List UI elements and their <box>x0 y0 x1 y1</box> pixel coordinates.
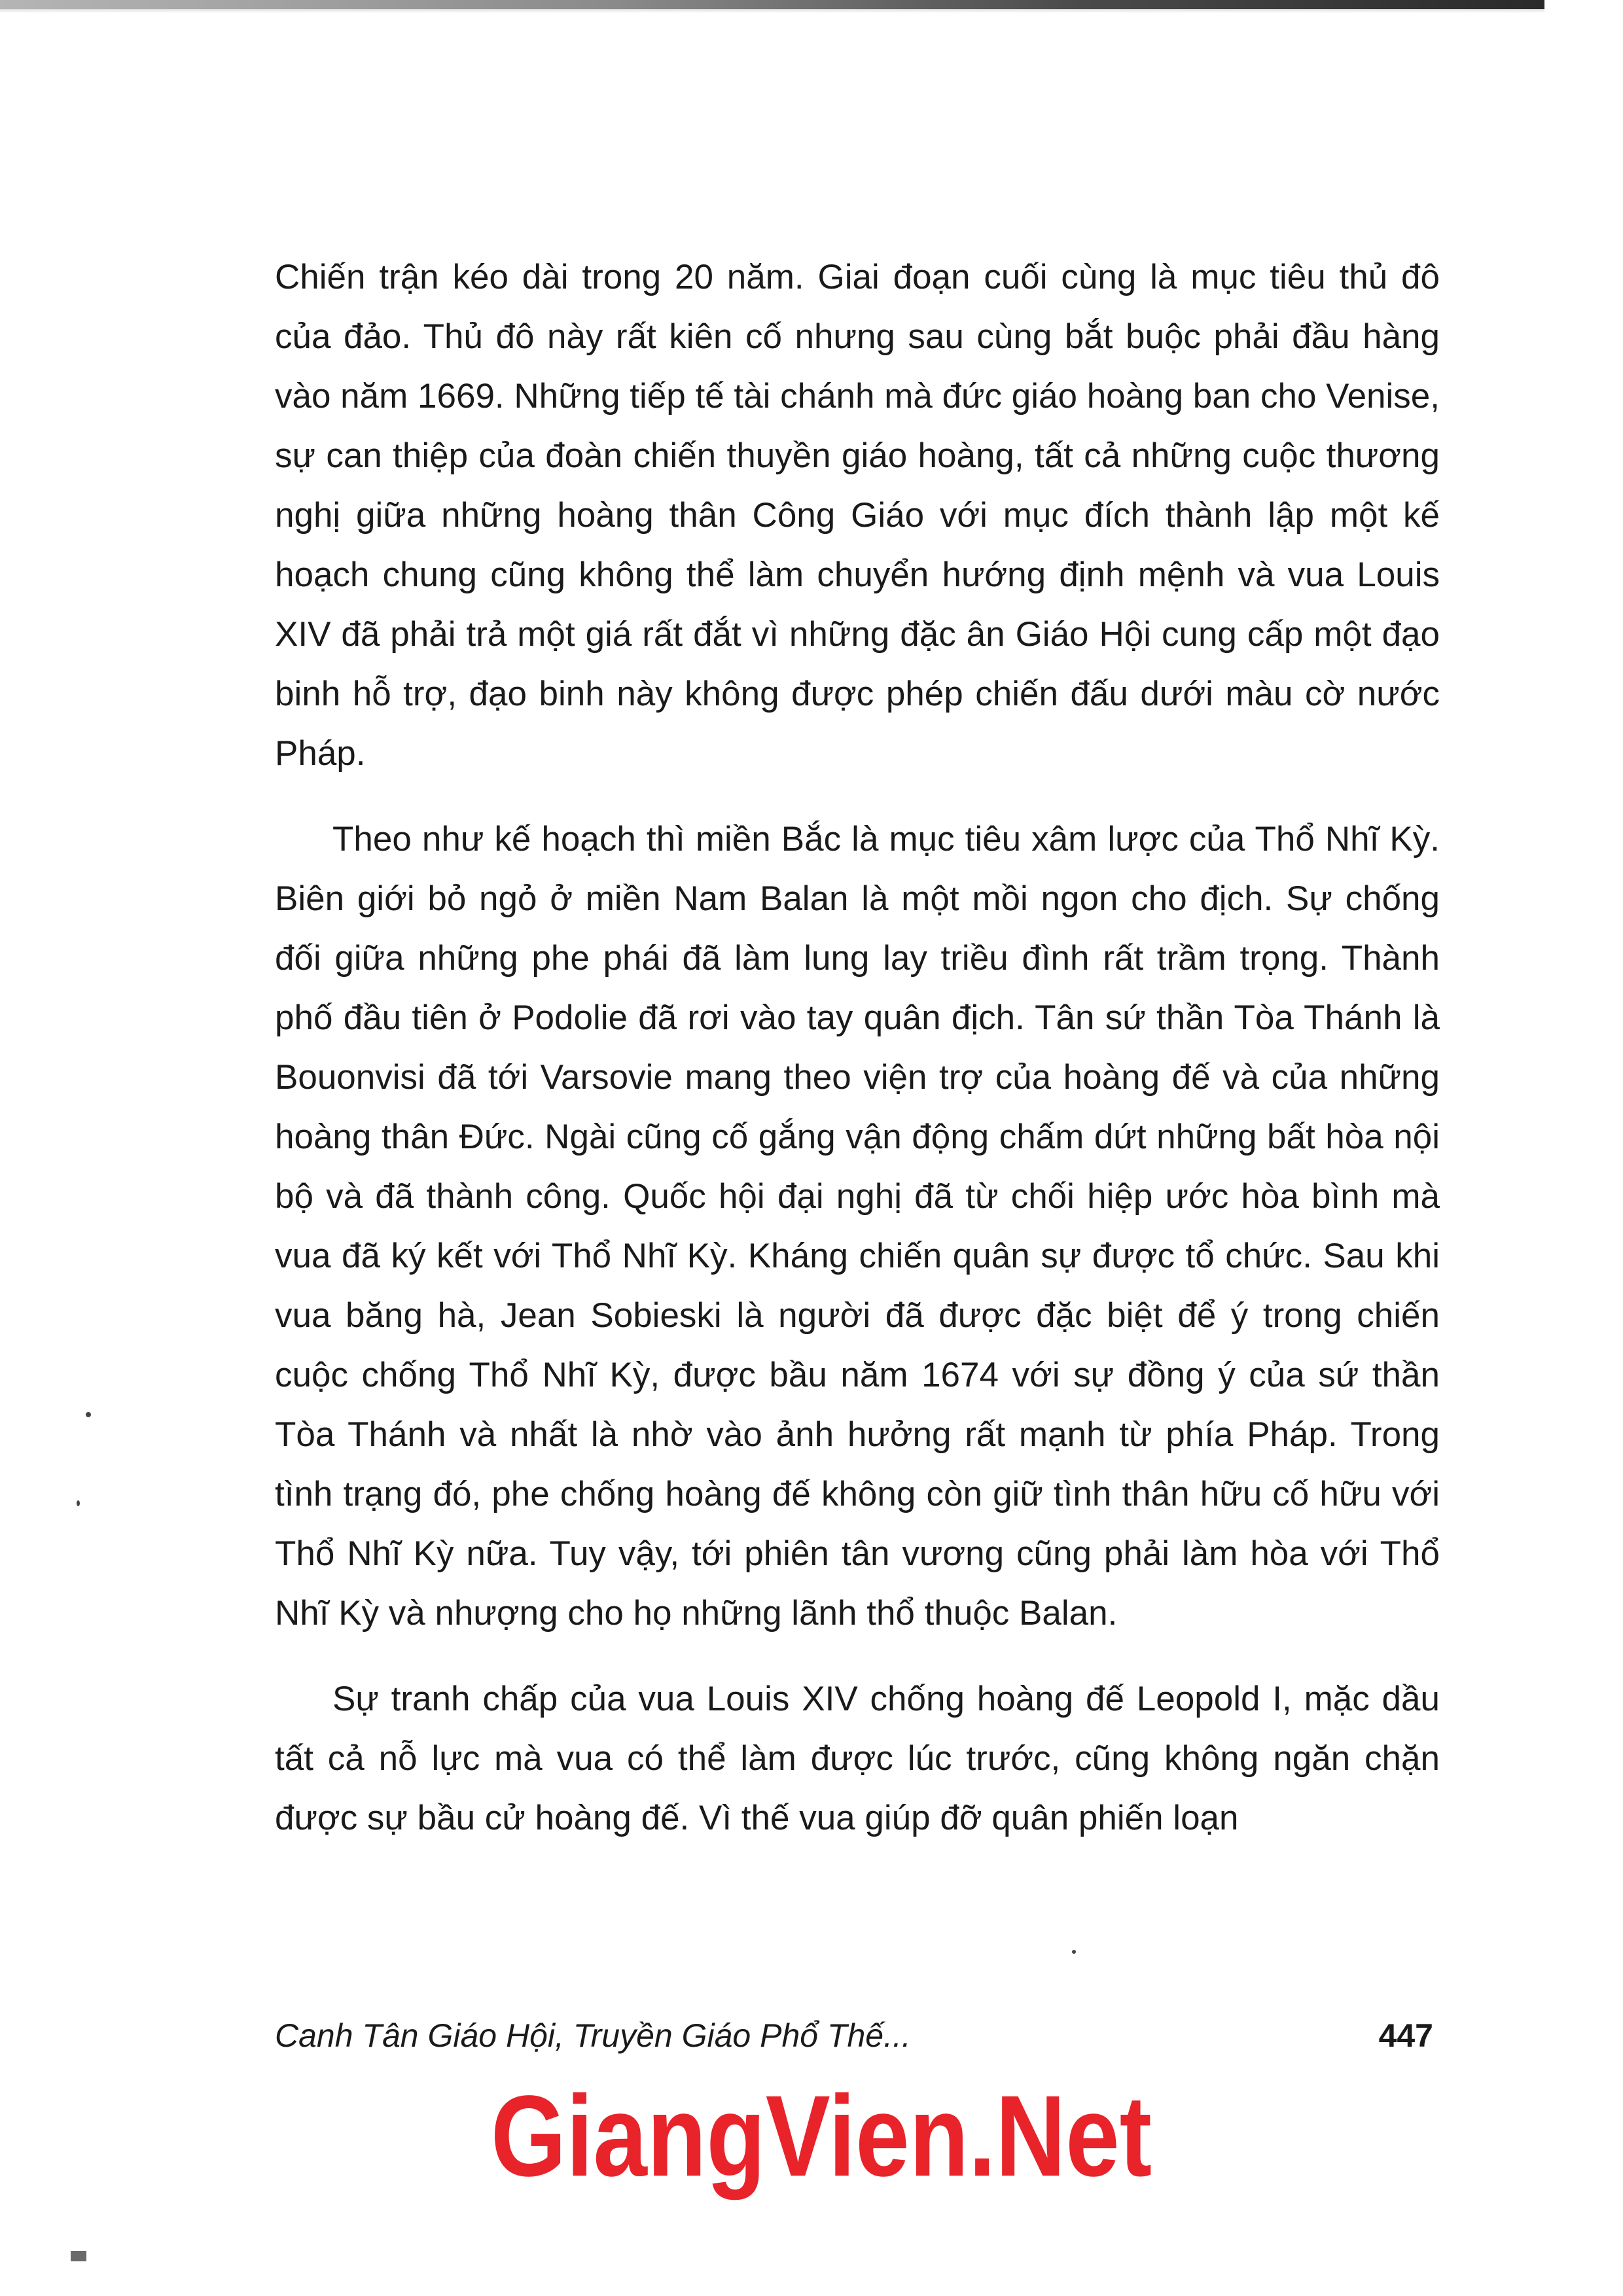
paragraph-3: Sự tranh chấp của vua Louis XIV chống hoàng đế Leopold I, mặc dầu tất cả nỗ lực mà vua có thể làm được lúc trước, cũng không ngăn chặn được sự bầu cử hoàng đế. Vì thế vua giúp đỡ quân phiến loạn <box>275 1680 1440 1837</box>
paragraph-2: Theo như kế hoạch thì miền Bắc là mục tiêu xâm lược của Thổ Nhĩ Kỳ. Biên giới bỏ ngỏ ở miền Nam Balan là một mồi ngon cho địch. Sự chống đối giữa những phe phái đã làm lung lay triều đình rất trầm trọng. Thành phố đầu tiên ở Podolie đã rơi vào tay quân địch. Tân sứ thần Tòa Thánh là Bouonvisi đã tới Varsovie mang theo viện trợ của hoàng đế và của những hoàng thân Đức. Ngài cũng cố gắng vận động chấm dứt những bất hòa nội bộ và đã thành công. Quốc hội đại nghị đã từ chối hiệp ước hòa bình mà vua đã ký kết với Thổ Nhĩ Kỳ. Kháng chiến quân sự được tổ chức. Sau khi vua băng hà, Jean Sobieski là người đã được đặc biệt để ý trong chiến cuộc chống Thổ Nhĩ Kỳ, được bầu năm 1674 với sự đồng ý của sứ thần Tòa Thánh và nhất là nhờ vào ảnh hưởng rất mạnh từ phía Pháp. Trong tình trạng đó, phe chống hoàng đế không còn giữ tình thân hữu cố hữu với Thổ Nhĩ Kỳ nữa. Tuy vậy, tới phiên tân vương cũng phải làm hòa với Thổ Nhĩ Kỳ và nhượng cho họ những lãnh thổ thuộc Balan. <box>275 820 1440 1633</box>
watermark-text: GiangVien.Net <box>491 2072 1152 2200</box>
page-footer <box>275 2017 1433 2069</box>
scan-speck <box>77 1500 80 1506</box>
page-number: 447 <box>1378 2017 1433 2054</box>
scan-speck <box>1072 1950 1076 1954</box>
body-text <box>275 247 1440 1874</box>
scan-speck <box>86 1412 91 1417</box>
scan-top-shadow <box>0 9 1544 13</box>
watermark-logo-graphic <box>478 2072 1165 2202</box>
paragraph-1: Chiến trận kéo dài trong 20 năm. Giai đoạn cuối cùng là mục tiêu thủ đô của đảo. Thủ đô này rất kiên cố nhưng sau cùng bắt buộc phải đầu hàng vào năm 1669. Những tiếp tế tài chánh mà đức giáo hoàng ban cho Venise, sự can thiệp của đoàn chiến thuyền giáo hoàng, tất cả những cuộc thương nghị giữa những hoàng thân Công Giáo với mục đích thành lập một kế hoạch chung cũng không thể làm chuyển hướng định mệnh và vua Louis XIV đã phải trả một giá rất đắt vì những đặc ân Giáo Hội cung cấp một đạo binh hỗ trợ, đạo binh này không được phép chiến đấu dưới màu cờ nước Pháp. <box>275 258 1440 773</box>
running-footer-title: Canh Tân Giáo Hội, Truyền Giáo Phổ Thế... <box>275 2017 911 2054</box>
watermark-logo <box>478 2072 1165 2202</box>
scan-edge-mark <box>71 2251 86 2261</box>
scan-top-edge <box>0 0 1544 9</box>
